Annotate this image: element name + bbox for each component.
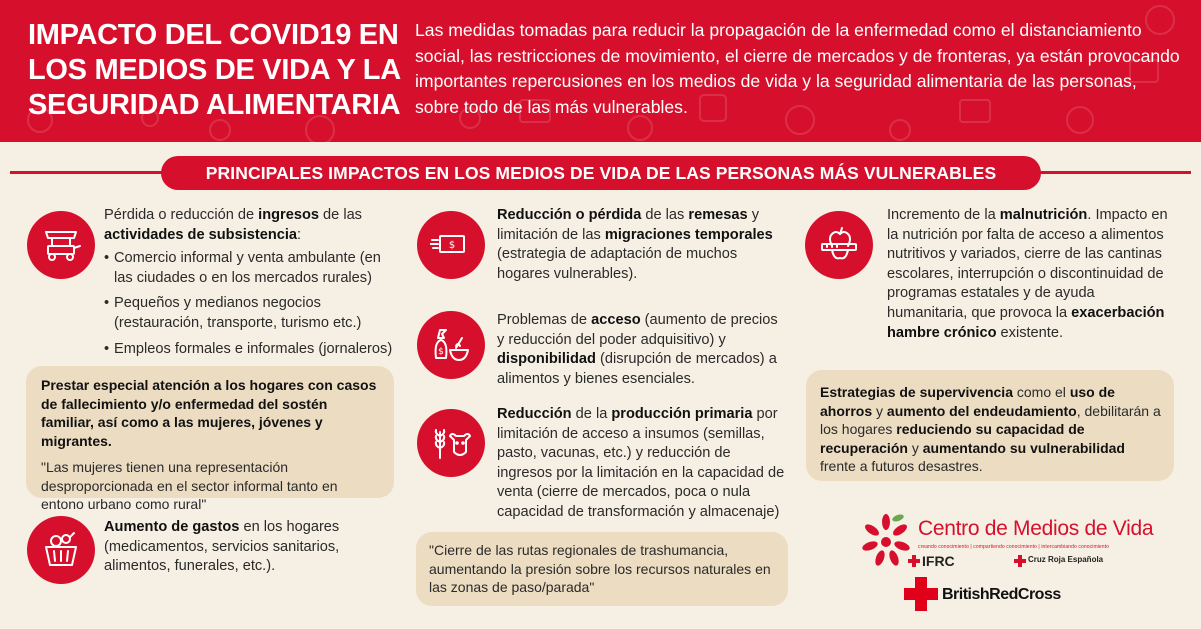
header-banner <box>0 0 1201 142</box>
ifrc-logo-text: IFRC <box>922 553 955 569</box>
page-title: IMPACTO DEL COVID19 EN LOS MEDIOS DE VIDA Y LA SEGURIDAD ALIMENTARIA <box>28 19 401 121</box>
cmv-title: Centro de Medios de Vida <box>918 517 1154 540</box>
money-transfer-icon <box>417 211 485 279</box>
box-trashumancia <box>416 532 788 606</box>
centro-medios-de-vida-logo-icon <box>858 512 914 568</box>
partner-logos <box>858 508 1158 618</box>
impact-produccion: Reducción de la producción primaria por limitación de acceso a insumos (semillas, pasto, vacunas, etc.) y reducción de ingresos por la limitación en la capacidad de venta (cierre de mercados, poca o nula capacidad de transformación y almacenaje) <box>497 406 785 520</box>
wheat-cow-icon <box>417 409 485 477</box>
shopping-basket-icon <box>27 516 95 584</box>
british-red-cross-icon <box>904 577 938 611</box>
impact-remesas: Reducción o pérdida de las remesas y limitación de las migraciones temporales (estrategia de adaptación de muchos hogares vulnerables). <box>497 207 773 282</box>
ifrc-cross-icon <box>908 555 920 567</box>
section-title: PRINCIPALES IMPACTOS EN LOS MEDIOS DE VIDA DE LAS PERSONAS MÁS VULNERABLES <box>161 156 1041 190</box>
box-trashumancia-quote: "Cierre de las rutas regionales de trashumancia, aumentando la presión sobre los recursos naturales en las zonas de paso/parada" <box>429 542 771 595</box>
box-atencion-bold: Prestar especial atención a los hogares con casos de fallecimiento y/o enfermedad del sostén familiar, así como a las mujeres, jóvenes y migrantes. <box>41 377 377 449</box>
box-atencion-quote: "Las mujeres tienen una representación desproporcionada en el sector informal tanto en entono urbano como rural" <box>41 459 338 512</box>
impact-acceso: Problemas de acceso (aumento de precios y reducción del poder adquisitivo) y disponibilidad (disrupción de mercados) a alimentos y bienes esenciales. <box>497 312 778 387</box>
money-bag-food-icon <box>417 311 485 379</box>
box-atencion <box>26 366 394 512</box>
list-item: • Empleos formales e informales (jornaleros) <box>104 340 400 360</box>
list-item: • Comercio informal y venta ambulante (en las ciudades o en los mercados rurales) <box>104 249 400 288</box>
list-item: • Pequeños y medianos negocios (restauración, transporte, turismo etc.) <box>104 294 400 333</box>
impact-ingresos: Pérdida o reducción de ingresos de las actividades de subsistencia: • Comercio informal y venta ambulante (en las ciudades o en los mercados rurales) • Pequeños y medianos negocios (restauración, transporte, turismo etc.) • Empleos formales e informales (jornaleros) <box>104 206 400 365</box>
apple-scale-icon <box>805 211 873 279</box>
cmv-subtitle: creando conocimiento | compartiendo conocimiento | intercambiando conocimiento <box>918 544 1110 550</box>
intro-paragraph: Las medidas tomadas para reducir la propagación de la enfermedad como el distanciamiento social, las restricciones de movimiento, el cierre de mercados y de fronteras, ya están provocando importantes repercusiones en los medios de vida y la seguridad alimentaria de las personas, sobre todo de las más vulnerables. <box>415 20 1180 117</box>
svg-text:$: $ <box>438 347 444 357</box>
cruz-roja-logo-text: Cruz Roja Española <box>1028 555 1104 564</box>
street-vendor-cart-icon <box>27 211 95 279</box>
box-estrategias: Estrategias de supervivencia como el uso de ahorros y aumento del endeudamiento, debilitarán a los hogares reduciendo su capacidad de recuperación y aumentando su vulnerabilidad frente a futuros desastres. <box>806 370 1174 481</box>
impact-gastos: Aumento de gastos en los hogares (medicamentos, servicios sanitarios, alimentos, funerales, etc.). <box>104 519 340 575</box>
svg-text:$: $ <box>448 240 456 251</box>
ingresos-list <box>104 249 400 359</box>
impact-malnutricion: Incremento de la malnutrición. Impacto en la nutrición por falta de acceso a alimentos nutritivos y variados, cierre de las cantinas escolares, interrupción o discontinuidad de programas estatales y de ayuda humanitaria, que provoca la exacerbación hambre crónico existente. <box>887 207 1168 341</box>
cruz-roja-cross-icon <box>1014 555 1026 567</box>
british-red-cross-logo-text: BritishRedCross <box>942 586 1061 603</box>
